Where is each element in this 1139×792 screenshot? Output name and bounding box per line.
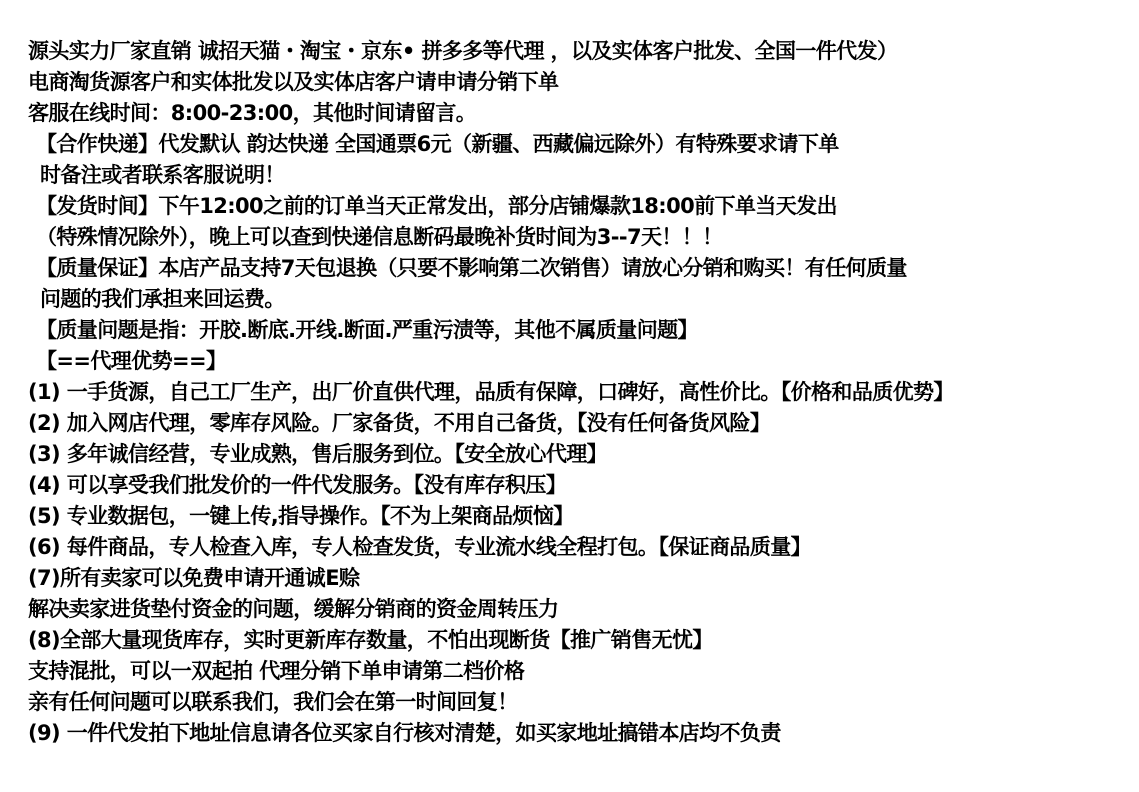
- courier-line-cont: 时备注或者联系客服说明！: [40, 163, 285, 187]
- shipping-time-line: 【发货时间】下午12:00之前的订单当天正常发出，部分店铺爆款18:00前下单当天发出: [36, 194, 837, 218]
- quality-guarantee-line-cont: 问题的我们承担来回运费。: [40, 287, 285, 311]
- mixed-batch-line: 支持混批，可以一双起拍 代理分销下单申请第二档价格: [28, 659, 525, 683]
- advantage-item: (3) 多年诚信经营，专业成熟，售后服务到位。【安全放心代理】: [28, 442, 608, 466]
- advantage-item-cont: 解决卖家进货垫付资金的问题，缓解分销商的资金周转压力: [28, 597, 559, 621]
- headline: 源头实力厂家直销 诚招天猫・淘宝・京东• 拼多多等代理 ，以及实体客户批发、全国一件代发）: [28, 39, 898, 63]
- quality-guarantee-line: 【质量保证】本店产品支持7天包退换（只要不影响第二次销售）请放心分销和购买！有任何质量: [36, 256, 907, 280]
- advantages-heading: 【==代理优势==】: [36, 349, 227, 373]
- shipping-time-line-cont: （特殊情况除外），晚上可以查到快递信息断码最晚补货时间为3--7天！！！: [36, 225, 723, 249]
- advantage-item: (4) 可以享受我们批发价的一件代发服务。【没有库存积压】: [28, 473, 567, 497]
- advantage-item: (1) 一手货源，自己工厂生产，出厂价直供代理，品质有保障，口碑好，高性价比。【价格和品质优势】: [28, 380, 954, 404]
- wholesale-notice: [28, 36, 1134, 749]
- advantage-item: (7)所有卖家可以免费申请开通诚E赊: [28, 566, 360, 590]
- courier-line: 【合作快递】代发默认 韵达快递 全国通票6元（新疆、西藏偏远除外）有特殊要求请下单: [36, 132, 839, 156]
- distribution-line: 电商淘货源客户和实体批发以及实体店客户请申请分销下单: [28, 70, 559, 94]
- advantage-item: (9) 一件代发拍下地址信息请各位买家自行核对清楚，如买家地址搞错本店均不负责: [28, 721, 781, 745]
- advantage-item: (8)全部大量现货库存，实时更新库存数量，不怕出现断货【推广销售无忧】: [28, 628, 713, 652]
- quality-definition-line: 【质量问题是指：开胶.断底.开线.断面.严重污渍等，其他不属质量问题】: [36, 318, 698, 342]
- advantage-item: (6) 每件商品，专人检查入库，专人检查发货，专业流水线全程打包。【保证商品质量】: [28, 535, 812, 559]
- advantage-item: (2) 加入网店代理，零库存风险。厂家备货，不用自己备货，【没有任何备货风险】: [28, 411, 771, 435]
- advantage-item: (5) 专业数据包，一键上传,指导操作。【不为上架商品烦恼】: [28, 504, 574, 528]
- service-hours-line: 客服在线时间：8:00-23:00，其他时间请留言。: [28, 101, 477, 125]
- contact-line: 亲有任何问题可以联系我们，我们会在第一时间回复！: [28, 690, 518, 714]
